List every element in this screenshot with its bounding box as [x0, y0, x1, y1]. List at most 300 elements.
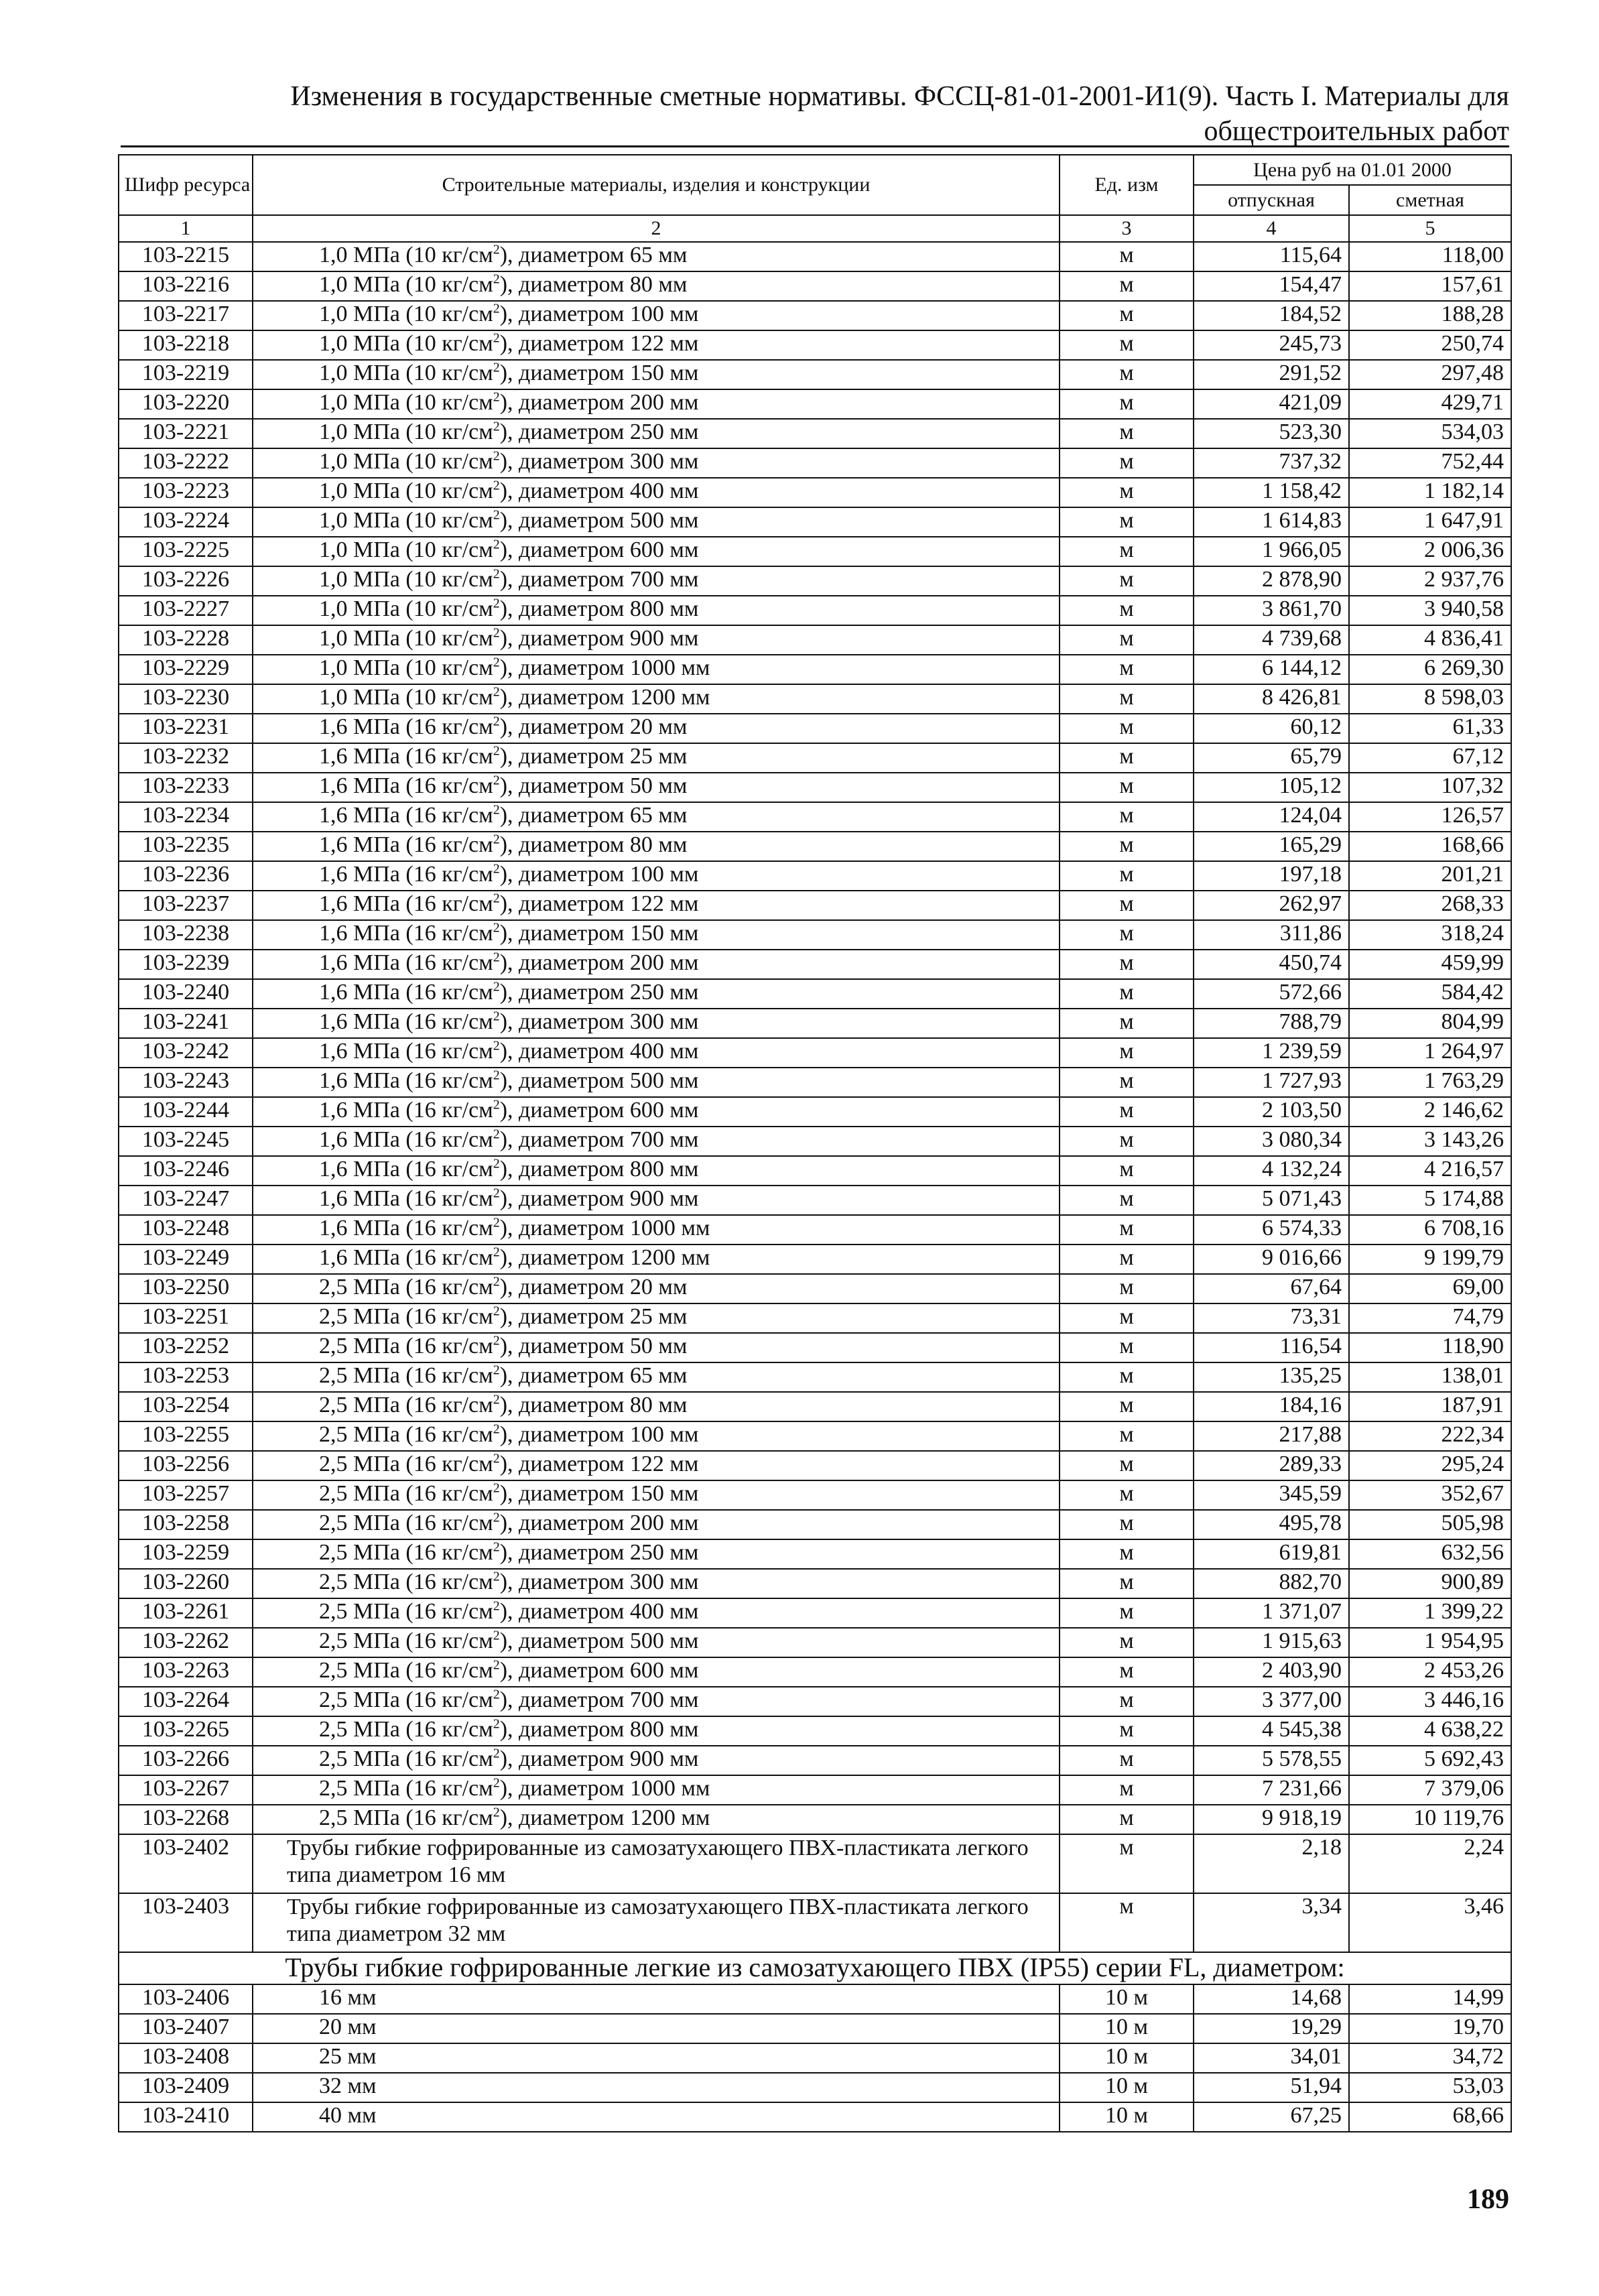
- table-row: [119, 2014, 1511, 2043]
- col-number-2: 2: [253, 215, 1060, 242]
- col-header-price: Цена руб на 01.01 2000: [1194, 155, 1511, 185]
- estimate-price: 34,72: [1349, 2043, 1511, 2073]
- resource-code: 103-2240: [119, 979, 253, 1009]
- estimate-price: 187,91: [1349, 1392, 1511, 1421]
- estimate-price: 8 598,03: [1349, 684, 1511, 714]
- table-row: [119, 478, 1511, 507]
- release-price: 289,33: [1194, 1451, 1349, 1480]
- table-row: [119, 1038, 1511, 1068]
- unit-of-measure: м: [1060, 1598, 1194, 1628]
- release-price: 2 103,50: [1194, 1097, 1349, 1127]
- estimate-price: 584,42: [1349, 979, 1511, 1009]
- material-name: 2,5 МПа (16 $кг/см^2$), диаметром 800 мм: [253, 1716, 1060, 1746]
- estimate-price: 67,12: [1349, 743, 1511, 773]
- estimate-price: 632,56: [1349, 1539, 1511, 1569]
- table-row: [119, 2043, 1511, 2073]
- unit-of-measure: м: [1060, 419, 1194, 448]
- unit-of-measure: м: [1060, 950, 1194, 979]
- release-price: 165,29: [1194, 832, 1349, 861]
- material-name: 1,6 МПа (16 $кг/см^2$), диаметром 800 мм: [253, 1156, 1060, 1186]
- resource-code: 103-2216: [119, 271, 253, 301]
- estimate-price: 2,24: [1349, 1834, 1511, 1893]
- resource-code: 103-2234: [119, 802, 253, 832]
- release-price: 19,29: [1194, 2014, 1349, 2043]
- estimate-price: 534,03: [1349, 419, 1511, 448]
- unit-of-measure: м: [1060, 861, 1194, 891]
- estimate-price: 4 216,57: [1349, 1156, 1511, 1186]
- material-name: 1,0 МПа (10 $кг/см^2$), диаметром 80 мм: [253, 271, 1060, 301]
- material-name: 2,5 МПа (16 $кг/см^2$), диаметром 65 мм: [253, 1362, 1060, 1392]
- resource-code: 103-2267: [119, 1775, 253, 1805]
- release-price: 1 239,59: [1194, 1038, 1349, 1068]
- table-row: [119, 507, 1511, 537]
- resource-code: 103-2220: [119, 389, 253, 419]
- unit-of-measure: м: [1060, 360, 1194, 389]
- unit-of-measure: м: [1060, 1156, 1194, 1186]
- resource-code: 103-2228: [119, 625, 253, 655]
- release-price: 291,52: [1194, 360, 1349, 389]
- release-price: 262,97: [1194, 891, 1349, 920]
- resource-code: 103-2255: [119, 1421, 253, 1451]
- unit-of-measure: м: [1060, 537, 1194, 566]
- material-name: 1,0 МПа (10 $кг/см^2$), диаметром 65 мм: [253, 242, 1060, 271]
- material-name: 2,5 МПа (16 $кг/см^2$), диаметром 400 мм: [253, 1598, 1060, 1628]
- resource-code: 103-2403: [119, 1893, 253, 1952]
- release-price: 788,79: [1194, 1009, 1349, 1038]
- unit-of-measure: м: [1060, 1127, 1194, 1156]
- unit-of-measure: м: [1060, 478, 1194, 507]
- estimate-price: 61,33: [1349, 714, 1511, 743]
- material-name: 1,6 МПа (16 $кг/см^2$), диаметром 1200 мм: [253, 1245, 1060, 1274]
- table-row: [119, 1628, 1511, 1657]
- table-row: [119, 330, 1511, 360]
- release-price: 115,64: [1194, 242, 1349, 271]
- material-name: 1,0 МПа (10 $кг/см^2$), диаметром 300 мм: [253, 448, 1060, 478]
- unit-of-measure: 10 м: [1060, 1984, 1194, 2014]
- material-name: 2,5 МПа (16 $кг/см^2$), диаметром 500 мм: [253, 1628, 1060, 1657]
- table-row: [119, 596, 1511, 625]
- release-price: 7 231,66: [1194, 1775, 1349, 1805]
- unit-of-measure: м: [1060, 1333, 1194, 1362]
- release-price: 8 426,81: [1194, 684, 1349, 714]
- resource-code: 103-2225: [119, 537, 253, 566]
- table-row: [119, 1303, 1511, 1333]
- estimate-price: 157,61: [1349, 271, 1511, 301]
- table-row: [119, 1805, 1511, 1834]
- release-price: 9 918,19: [1194, 1805, 1349, 1834]
- material-name: 40 мм: [253, 2102, 1060, 2132]
- table-row: [119, 301, 1511, 330]
- estimate-price: 7 379,06: [1349, 1775, 1511, 1805]
- estimate-price: 3 446,16: [1349, 1687, 1511, 1716]
- resource-code: 103-2245: [119, 1127, 253, 1156]
- estimate-price: 1 763,29: [1349, 1068, 1511, 1097]
- material-name: 1,0 МПа (10 $кг/см^2$), диаметром 1200 мм: [253, 684, 1060, 714]
- material-name: 1,6 МПа (16 $кг/см^2$), диаметром 50 мм: [253, 773, 1060, 802]
- estimate-price: 1 399,22: [1349, 1598, 1511, 1628]
- material-name: 2,5 МПа (16 $кг/см^2$), диаметром 600 мм: [253, 1657, 1060, 1687]
- material-name: 1,0 МПа (10 $кг/см^2$), диаметром 500 мм: [253, 507, 1060, 537]
- material-name: 2,5 МПа (16 $кг/см^2$), диаметром 150 мм: [253, 1480, 1060, 1510]
- header-rule: [121, 145, 1509, 147]
- table-row: [119, 1480, 1511, 1510]
- header-title-line2: общестроительных работ: [1204, 116, 1509, 147]
- release-price: 14,68: [1194, 1984, 1349, 2014]
- estimate-price: 53,03: [1349, 2073, 1511, 2102]
- material-name: 1,6 МПа (16 $кг/см^2$), диаметром 80 мм: [253, 832, 1060, 861]
- table-body: [119, 242, 1511, 2132]
- resource-code: 103-2229: [119, 655, 253, 684]
- table-row: [119, 2102, 1511, 2132]
- resource-code: 103-2248: [119, 1215, 253, 1245]
- material-name: 1,6 МПа (16 $кг/см^2$), диаметром 25 мм: [253, 743, 1060, 773]
- unit-of-measure: м: [1060, 301, 1194, 330]
- material-name: 1,6 МПа (16 $кг/см^2$), диаметром 300 мм: [253, 1009, 1060, 1038]
- unit-of-measure: м: [1060, 1274, 1194, 1303]
- unit-of-measure: м: [1060, 1392, 1194, 1421]
- unit-of-measure: м: [1060, 655, 1194, 684]
- resource-code: 103-2235: [119, 832, 253, 861]
- release-price: 154,47: [1194, 271, 1349, 301]
- release-price: 197,18: [1194, 861, 1349, 891]
- material-name: 2,5 МПа (16 $кг/см^2$), диаметром 1200 мм: [253, 1805, 1060, 1834]
- estimate-price: 6 269,30: [1349, 655, 1511, 684]
- table-row: [119, 1186, 1511, 1215]
- material-name: 1,6 МПа (16 $кг/см^2$), диаметром 100 мм: [253, 861, 1060, 891]
- unit-of-measure: м: [1060, 1569, 1194, 1598]
- release-price: 311,86: [1194, 920, 1349, 950]
- table-row: [119, 1392, 1511, 1421]
- unit-of-measure: м: [1060, 1451, 1194, 1480]
- col-number-4: 4: [1194, 215, 1349, 242]
- unit-of-measure: м: [1060, 1775, 1194, 1805]
- unit-of-measure: м: [1060, 1245, 1194, 1274]
- unit-of-measure: м: [1060, 1186, 1194, 1215]
- material-name: 1,6 МПа (16 $кг/см^2$), диаметром 122 мм: [253, 891, 1060, 920]
- unit-of-measure: м: [1060, 1362, 1194, 1392]
- release-price: 51,94: [1194, 2073, 1349, 2102]
- release-price: 6 144,12: [1194, 655, 1349, 684]
- material-name: 1,0 МПа (10 $кг/см^2$), диаметром 150 мм: [253, 360, 1060, 389]
- table-row: [119, 537, 1511, 566]
- release-price: 124,04: [1194, 802, 1349, 832]
- unit-of-measure: м: [1060, 979, 1194, 1009]
- col-header-unit: Ед. изм: [1060, 155, 1194, 215]
- table-row: [119, 1068, 1511, 1097]
- release-price: 5 578,55: [1194, 1746, 1349, 1775]
- unit-of-measure: м: [1060, 714, 1194, 743]
- col-number-5: 5: [1349, 215, 1511, 242]
- unit-of-measure: м: [1060, 1097, 1194, 1127]
- release-price: 9 016,66: [1194, 1245, 1349, 1274]
- material-name: 25 мм: [253, 2043, 1060, 2073]
- release-price: 116,54: [1194, 1333, 1349, 1362]
- estimate-price: 14,99: [1349, 1984, 1511, 2014]
- resource-code: 103-2247: [119, 1186, 253, 1215]
- table-row: [119, 1127, 1511, 1156]
- material-name: 2,5 МПа (16 $кг/см^2$), диаметром 900 мм: [253, 1746, 1060, 1775]
- unit-of-measure: м: [1060, 684, 1194, 714]
- release-price: 67,64: [1194, 1274, 1349, 1303]
- table-row: [119, 1687, 1511, 1716]
- table-row: [119, 1156, 1511, 1186]
- resource-code: 103-2223: [119, 478, 253, 507]
- material-name: 2,5 МПа (16 $кг/см^2$), диаметром 100 мм: [253, 1421, 1060, 1451]
- resource-code: 103-2237: [119, 891, 253, 920]
- material-name: 1,6 МПа (16 $кг/см^2$), диаметром 20 мм: [253, 714, 1060, 743]
- unit-of-measure: м: [1060, 1746, 1194, 1775]
- col-number-1: 1: [119, 215, 253, 242]
- resource-code: 103-2222: [119, 448, 253, 478]
- estimate-price: 2 937,76: [1349, 566, 1511, 596]
- resource-code: 103-2244: [119, 1097, 253, 1127]
- resource-code: 103-2239: [119, 950, 253, 979]
- col-header-estimate: сметная: [1349, 185, 1511, 215]
- material-name: 1,6 МПа (16 $кг/см^2$), диаметром 250 мм: [253, 979, 1060, 1009]
- material-name: 1,0 МПа (10 $кг/см^2$), диаметром 250 мм: [253, 419, 1060, 448]
- resource-code: 103-2261: [119, 1598, 253, 1628]
- resource-code: 103-2409: [119, 2073, 253, 2102]
- material-name: Трубы гибкие гофрированные из самозатухающего ПВХ-пластиката легкого типа диаметром 16 мм: [253, 1834, 1060, 1893]
- estimate-price: 9 199,79: [1349, 1245, 1511, 1274]
- unit-of-measure: м: [1060, 1628, 1194, 1657]
- table-row: [119, 1657, 1511, 1687]
- table-row: [119, 2073, 1511, 2102]
- unit-of-measure: м: [1060, 389, 1194, 419]
- resource-code: 103-2221: [119, 419, 253, 448]
- table-row: [119, 979, 1511, 1009]
- table-row: [119, 743, 1511, 773]
- material-name: 1,6 МПа (16 $кг/см^2$), диаметром 600 мм: [253, 1097, 1060, 1127]
- table-row: [119, 1834, 1511, 1893]
- estimate-price: 188,28: [1349, 301, 1511, 330]
- resource-code: 103-2226: [119, 566, 253, 596]
- table-row: [119, 1510, 1511, 1539]
- release-price: 3 377,00: [1194, 1687, 1349, 1716]
- material-name: 1,0 МПа (10 $кг/см^2$), диаметром 200 мм: [253, 389, 1060, 419]
- material-name: 2,5 МПа (16 $кг/см^2$), диаметром 20 мм: [253, 1274, 1060, 1303]
- table-row: [119, 1097, 1511, 1127]
- unit-of-measure: м: [1060, 1421, 1194, 1451]
- estimate-price: 1 182,14: [1349, 478, 1511, 507]
- table-row: [119, 802, 1511, 832]
- resource-code: 103-2253: [119, 1362, 253, 1392]
- table-row: [119, 684, 1511, 714]
- resource-code: 103-2266: [119, 1746, 253, 1775]
- resource-code: 103-2262: [119, 1628, 253, 1657]
- material-name: 1,6 МПа (16 $кг/см^2$), диаметром 700 мм: [253, 1127, 1060, 1156]
- resource-code: 103-2233: [119, 773, 253, 802]
- material-name: 1,6 МПа (16 $кг/см^2$), диаметром 1000 мм: [253, 1215, 1060, 1245]
- unit-of-measure: 10 м: [1060, 2043, 1194, 2073]
- estimate-price: 68,66: [1349, 2102, 1511, 2132]
- table-row: [119, 891, 1511, 920]
- table-row: [119, 242, 1511, 271]
- unit-of-measure: 10 м: [1060, 2102, 1194, 2132]
- table-row: [119, 832, 1511, 861]
- resource-code: 103-2242: [119, 1038, 253, 1068]
- release-price: 4 545,38: [1194, 1716, 1349, 1746]
- unit-of-measure: м: [1060, 743, 1194, 773]
- estimate-price: 118,00: [1349, 242, 1511, 271]
- resource-code: 103-2263: [119, 1657, 253, 1687]
- resource-code: 103-2217: [119, 301, 253, 330]
- resource-code: 103-2407: [119, 2014, 253, 2043]
- table-row: [119, 714, 1511, 743]
- estimate-price: 3 143,26: [1349, 1127, 1511, 1156]
- release-price: 4 739,68: [1194, 625, 1349, 655]
- release-price: 135,25: [1194, 1362, 1349, 1392]
- release-price: 60,12: [1194, 714, 1349, 743]
- estimate-price: 295,24: [1349, 1451, 1511, 1480]
- material-name: 32 мм: [253, 2073, 1060, 2102]
- unit-of-measure: м: [1060, 330, 1194, 360]
- material-name: 20 мм: [253, 2014, 1060, 2043]
- resource-code: 103-2408: [119, 2043, 253, 2073]
- unit-of-measure: м: [1060, 1038, 1194, 1068]
- resource-code: 103-2256: [119, 1451, 253, 1480]
- unit-of-measure: м: [1060, 1068, 1194, 1097]
- price-table: [118, 154, 1512, 2132]
- release-price: 1 614,83: [1194, 507, 1349, 537]
- release-price: 421,09: [1194, 389, 1349, 419]
- unit-of-measure: м: [1060, 802, 1194, 832]
- unit-of-measure: м: [1060, 1303, 1194, 1333]
- resource-code: 103-2219: [119, 360, 253, 389]
- material-name: 1,6 МПа (16 $кг/см^2$), диаметром 500 мм: [253, 1068, 1060, 1097]
- table-row: [119, 360, 1511, 389]
- table-row: [119, 1009, 1511, 1038]
- resource-code: 103-2218: [119, 330, 253, 360]
- material-name: 1,0 МПа (10 $кг/см^2$), диаметром 600 мм: [253, 537, 1060, 566]
- table-row: [119, 773, 1511, 802]
- table-row: [119, 1775, 1511, 1805]
- resource-code: 103-2254: [119, 1392, 253, 1421]
- resource-code: 103-2224: [119, 507, 253, 537]
- resource-code: 103-2241: [119, 1009, 253, 1038]
- material-name: 2,5 МПа (16 $кг/см^2$), диаметром 250 мм: [253, 1539, 1060, 1569]
- table-row: [119, 1598, 1511, 1628]
- resource-code: 103-2406: [119, 1984, 253, 2014]
- resource-code: 103-2260: [119, 1569, 253, 1598]
- estimate-price: 222,34: [1349, 1421, 1511, 1451]
- material-name: 2,5 МПа (16 $кг/см^2$), диаметром 1000 мм: [253, 1775, 1060, 1805]
- resource-code: 103-2236: [119, 861, 253, 891]
- unit-of-measure: м: [1060, 271, 1194, 301]
- unit-of-measure: м: [1060, 920, 1194, 950]
- resource-code: 103-2231: [119, 714, 253, 743]
- table-row: [119, 271, 1511, 301]
- resource-code: 103-2264: [119, 1687, 253, 1716]
- release-price: 619,81: [1194, 1539, 1349, 1569]
- material-name: 1,0 МПа (10 $кг/см^2$), диаметром 800 мм: [253, 596, 1060, 625]
- release-price: 737,32: [1194, 448, 1349, 478]
- estimate-price: 297,48: [1349, 360, 1511, 389]
- release-price: 1 966,05: [1194, 537, 1349, 566]
- estimate-price: 1 647,91: [1349, 507, 1511, 537]
- unit-of-measure: м: [1060, 566, 1194, 596]
- unit-of-measure: м: [1060, 625, 1194, 655]
- col-header-name: Строительные материалы, изделия и конструкции: [253, 155, 1060, 215]
- material-name: 2,5 МПа (16 $кг/см^2$), диаметром 700 мм: [253, 1687, 1060, 1716]
- release-price: 523,30: [1194, 419, 1349, 448]
- estimate-price: 900,89: [1349, 1569, 1511, 1598]
- header-title-line1: Изменения в государственные сметные нормативы. ФССЦ-81-01-2001-И1(9). Часть I. Материалы для: [290, 81, 1509, 112]
- material-name: 1,0 МПа (10 $кг/см^2$), диаметром 1000 мм: [253, 655, 1060, 684]
- unit-of-measure: м: [1060, 1716, 1194, 1746]
- material-name: 1,6 МПа (16 $кг/см^2$), диаметром 65 мм: [253, 802, 1060, 832]
- material-name: 2,5 МПа (16 $кг/см^2$), диаметром 300 мм: [253, 1569, 1060, 1598]
- estimate-price: 318,24: [1349, 920, 1511, 950]
- resource-code: 103-2268: [119, 1805, 253, 1834]
- estimate-price: 3,46: [1349, 1893, 1511, 1952]
- release-price: 3,34: [1194, 1893, 1349, 1952]
- unit-of-measure: м: [1060, 242, 1194, 271]
- col-header-release: отпускная: [1194, 185, 1349, 215]
- unit-of-measure: м: [1060, 832, 1194, 861]
- unit-of-measure: м: [1060, 1657, 1194, 1687]
- release-price: 3 080,34: [1194, 1127, 1349, 1156]
- material-name: 1,6 МПа (16 $кг/см^2$), диаметром 400 мм: [253, 1038, 1060, 1068]
- material-name: 1,0 МПа (10 $кг/см^2$), диаметром 400 мм: [253, 478, 1060, 507]
- resource-code: 103-2258: [119, 1510, 253, 1539]
- unit-of-measure: м: [1060, 891, 1194, 920]
- material-name: 2,5 МПа (16 $кг/см^2$), диаметром 200 мм: [253, 1510, 1060, 1539]
- unit-of-measure: м: [1060, 1687, 1194, 1716]
- material-name: 1,0 МПа (10 $кг/см^2$), диаметром 700 мм: [253, 566, 1060, 596]
- page-header: [121, 79, 1509, 149]
- resource-code: 103-2227: [119, 596, 253, 625]
- release-price: 1 915,63: [1194, 1628, 1349, 1657]
- unit-of-measure: м: [1060, 448, 1194, 478]
- release-price: 105,12: [1194, 773, 1349, 802]
- table-row: [119, 1569, 1511, 1598]
- table-row: [119, 1716, 1511, 1746]
- table-row: [119, 920, 1511, 950]
- estimate-price: 1 264,97: [1349, 1038, 1511, 1068]
- unit-of-measure: м: [1060, 1805, 1194, 1834]
- unit-of-measure: 10 м: [1060, 2014, 1194, 2043]
- table-section-row: [119, 1952, 1511, 1984]
- estimate-price: 459,99: [1349, 950, 1511, 979]
- table-row: [119, 1746, 1511, 1775]
- table-row: [119, 566, 1511, 596]
- resource-code: 103-2230: [119, 684, 253, 714]
- table-row: [119, 1539, 1511, 1569]
- release-price: 3 861,70: [1194, 596, 1349, 625]
- estimate-price: 69,00: [1349, 1274, 1511, 1303]
- resource-code: 103-2243: [119, 1068, 253, 1097]
- material-name: 1,0 МПа (10 $кг/см^2$), диаметром 900 мм: [253, 625, 1060, 655]
- resource-code: 103-2238: [119, 920, 253, 950]
- estimate-price: 752,44: [1349, 448, 1511, 478]
- release-price: 2 878,90: [1194, 566, 1349, 596]
- estimate-price: 505,98: [1349, 1510, 1511, 1539]
- material-name: 1,6 МПа (16 $кг/см^2$), диаметром 150 мм: [253, 920, 1060, 950]
- material-name: 2,5 МПа (16 $кг/см^2$), диаметром 25 мм: [253, 1303, 1060, 1333]
- table-row: [119, 1215, 1511, 1245]
- unit-of-measure: м: [1060, 1009, 1194, 1038]
- table-row: [119, 1451, 1511, 1480]
- resource-code: 103-2257: [119, 1480, 253, 1510]
- release-price: 1 727,93: [1194, 1068, 1349, 1097]
- estimate-price: 804,99: [1349, 1009, 1511, 1038]
- table-row: [119, 448, 1511, 478]
- table-head: [119, 155, 1511, 242]
- table-row: [119, 1333, 1511, 1362]
- release-price: 65,79: [1194, 743, 1349, 773]
- release-price: 184,52: [1194, 301, 1349, 330]
